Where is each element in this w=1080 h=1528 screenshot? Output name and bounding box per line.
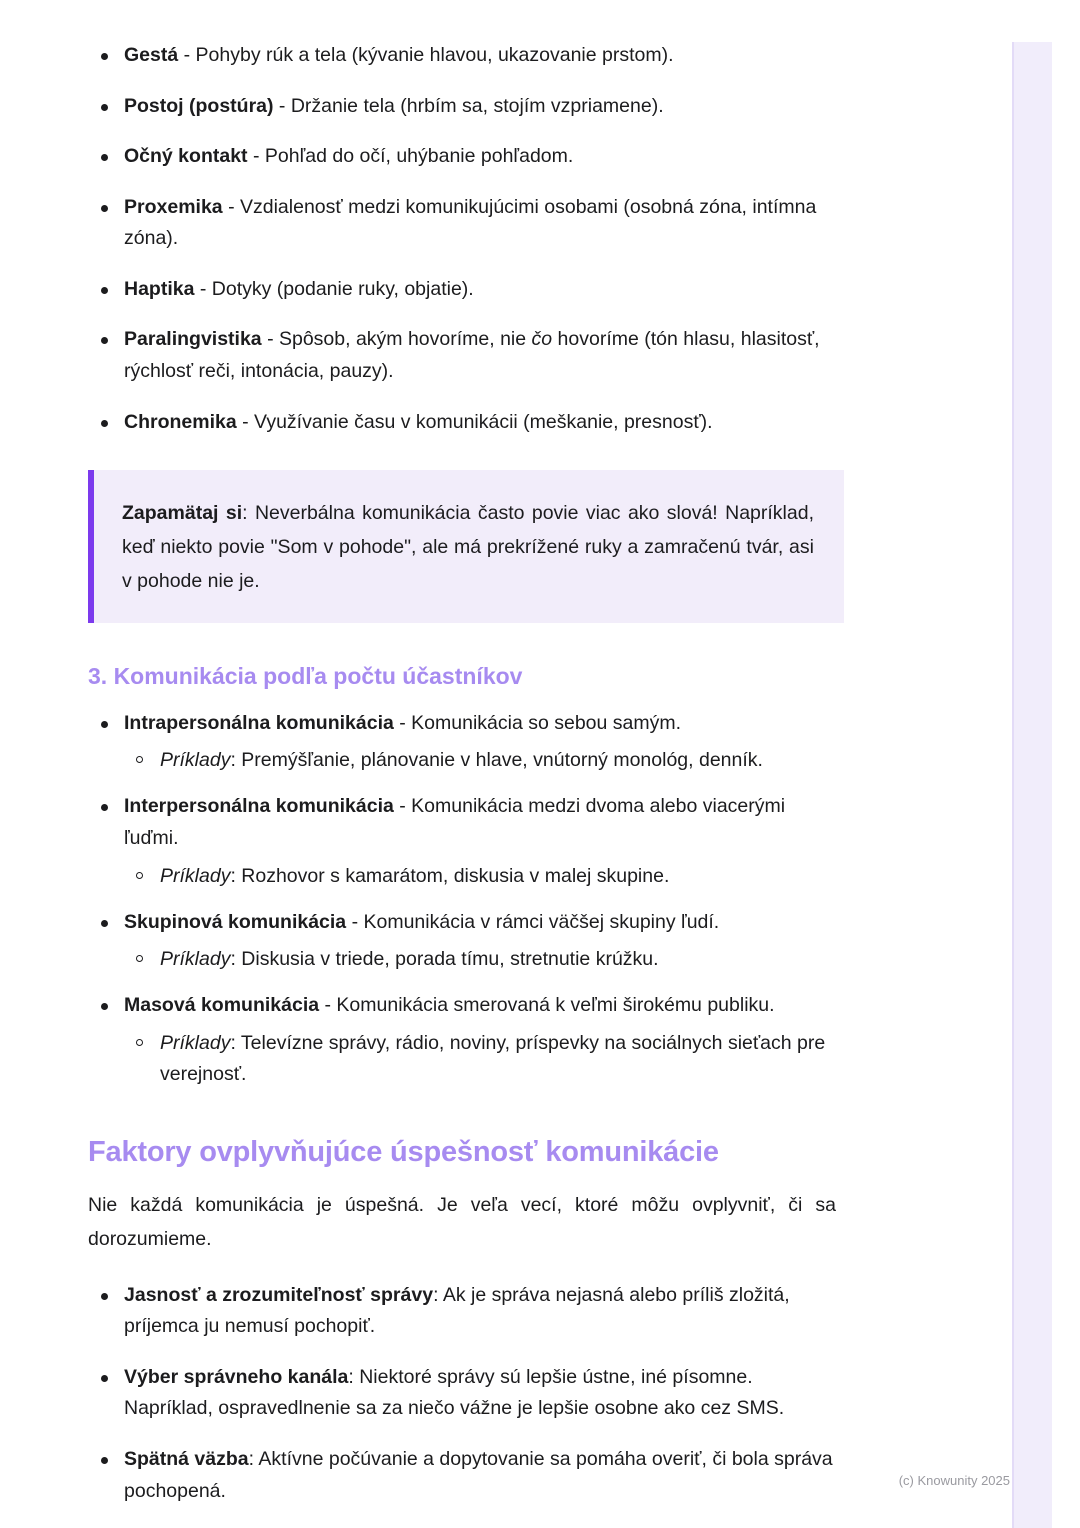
callout-text: : Neverbálna komunikácia často povie viac ako slová! Napríklad, keď niekto povie "Som v pohode", ale má prekrížené ruky a zamračenú tvár, asi v pohode nie je.	[122, 502, 814, 593]
list-item	[124, 861, 844, 892]
examples-sublist	[124, 745, 844, 776]
example-text: : Premýšľanie, plánovanie v hlave, vnútorný monológ, denník.	[230, 749, 763, 772]
list-item	[88, 1362, 844, 1425]
example-text: : Diskusia v triede, porada tímu, stretnutie krúžku.	[230, 948, 659, 971]
list-item	[88, 1444, 844, 1507]
term-label: Paralingvistika	[124, 328, 262, 351]
term-description: - Komunikácia v rámci väčšej skupiny ľudí.	[346, 910, 720, 933]
example-label: Príklady	[160, 948, 231, 971]
term-description: : Ak je správa nejasná alebo príliš zložitá, príjemca ju nemusí pochopiť.	[124, 1283, 790, 1338]
term-label: Haptika	[124, 277, 195, 300]
list-item	[88, 907, 844, 976]
term-label: Chronemika	[124, 410, 237, 433]
example-label: Príklady	[160, 864, 231, 887]
term-description: - Pohyby rúk a tela (kývanie hlavou, ukazovanie prstom).	[178, 44, 674, 66]
list-item	[88, 274, 844, 306]
term-description: - Využívanie času v komunikácii (meškanie, presnosť).	[236, 410, 713, 433]
term-description: - Dotyky (podanie ruky, objatie).	[194, 277, 474, 300]
term-label: Proxemika	[124, 195, 223, 218]
examples-sublist	[124, 944, 844, 975]
example-text: : Televízne správy, rádio, noviny, príspevky na sociálnych sieťach pre verejnosť.	[160, 1032, 826, 1086]
list-item	[88, 990, 844, 1090]
factors-intro-paragraph: Nie každá komunikácia je úspešná. Je veľa vecí, ktoré môžu ovplyvniť, či sa dorozumieme.	[88, 1194, 836, 1250]
term-description: - Komunikácia so sebou samým.	[393, 711, 682, 734]
term-description: : Niektoré správy sú lepšie ústne, iné písomne. Napríklad, ospravedlnenie sa za niečo vážne je lepšie osobne ako cez SMS.	[124, 1365, 785, 1420]
term-label: Postoj (postúra)	[124, 94, 274, 117]
example-label: Príklady	[160, 749, 231, 772]
factors-list	[88, 1280, 844, 1507]
term-description: - Komunikácia medzi dvoma alebo viacerými ľuďmi.	[124, 795, 786, 849]
list-item	[88, 91, 844, 123]
list-item	[88, 324, 844, 387]
section-heading-participants: 3. Komunikácia podľa počtu účastníkov	[88, 662, 523, 689]
term-label: Očný kontakt	[124, 145, 248, 168]
list-item	[88, 1280, 844, 1343]
term-label: Výber správneho kanála	[124, 1365, 349, 1388]
term-description: - Komunikácia smerovaná k veľmi širokému publiku.	[319, 994, 775, 1017]
example-label: Príklady	[160, 1032, 231, 1055]
remember-callout	[88, 470, 844, 622]
list-item	[88, 192, 844, 255]
section-heading-factors: Faktory ovplyvňujúce úspešnosť komunikácie	[88, 1136, 719, 1169]
term-emphasis: čo	[531, 328, 553, 351]
term-label: Jasnosť a zrozumiteľnosť správy	[124, 1283, 434, 1306]
term-description: - Vzdialenosť medzi komunikujúcimi osobami (osobná zóna, intímna zóna).	[124, 195, 817, 250]
list-item	[88, 708, 844, 777]
list-item	[124, 1028, 844, 1090]
term-description: - Spôsob, akým hovoríme, nie	[261, 328, 532, 351]
term-description: : Aktívne počúvanie a dopytovanie sa pomáha overiť, či bola správa pochopená.	[124, 1448, 833, 1502]
example-text: : Rozhovor s kamarátom, diskusia v malej skupine.	[230, 864, 670, 887]
term-label: Spätná väzba	[124, 1448, 249, 1470]
list-item	[124, 745, 844, 776]
list-item	[88, 141, 844, 173]
examples-sublist	[124, 1028, 844, 1090]
term-label: Gestá	[124, 44, 179, 66]
copyright-notice: (c) Knowunity 2025	[898, 1473, 1010, 1488]
list-item	[124, 944, 844, 975]
nonverbal-communication-list	[88, 40, 844, 438]
participants-list	[88, 708, 844, 1091]
term-label: Masová komunikácia	[124, 994, 320, 1017]
examples-sublist	[124, 861, 844, 892]
list-item	[88, 407, 844, 439]
term-label: Interpersonálna komunikácia	[124, 795, 394, 818]
list-item	[88, 791, 844, 891]
callout-label: Zapamätaj si	[122, 502, 243, 525]
term-description: - Pohľad do očí, uhýbanie pohľadom.	[247, 145, 574, 168]
term-description: - Držanie tela (hrbím sa, stojím vzpriamene).	[273, 94, 664, 117]
list-item	[88, 40, 844, 72]
term-description-cont: hovoríme (tón hlasu, hlasitosť, rýchlosť reči, intonácia, pauzy).	[124, 328, 820, 383]
term-label: Intrapersonálna komunikácia	[124, 711, 394, 734]
term-label: Skupinová komunikácia	[124, 910, 347, 933]
